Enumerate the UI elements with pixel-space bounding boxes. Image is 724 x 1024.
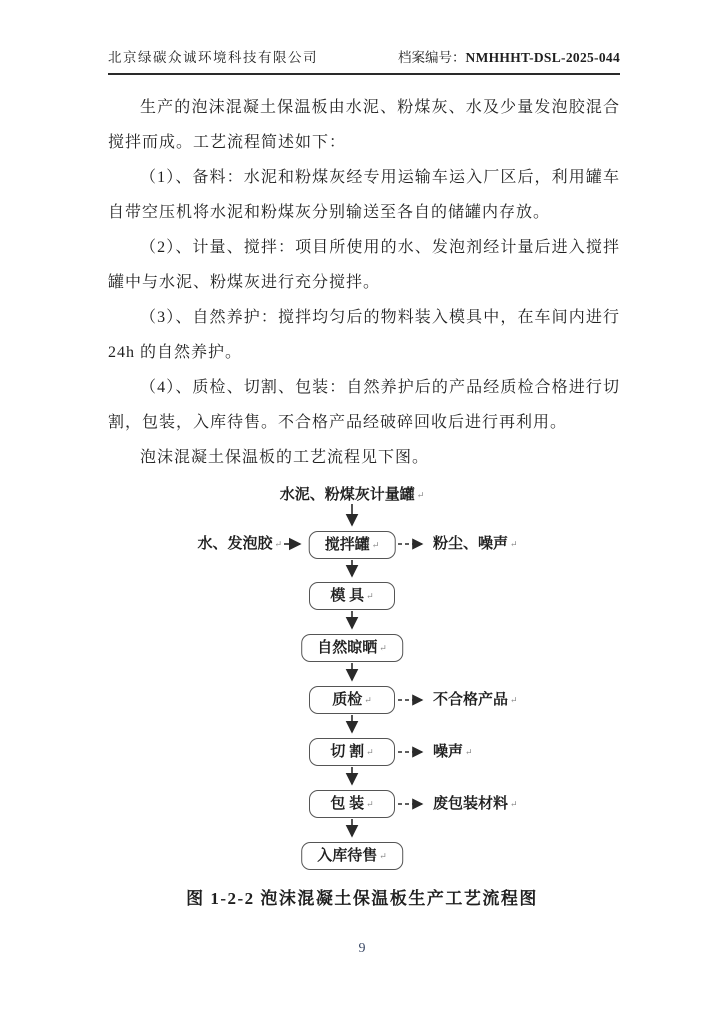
flow-node-mixing-tank [309,531,396,559]
flow-node-packaging [309,790,395,818]
flow-output-text: 粉尘、噪声 [433,536,509,552]
flow-output-rejects [433,689,518,711]
flow-input-text: 水、发泡胶 [197,536,273,552]
flow-output-text: 废包装材料 [433,796,509,812]
process-flowchart [0,480,724,878]
figure-caption: 图 1-2-2 泡沫混凝土保温板生产工艺流程图 [186,889,538,908]
flow-node-cutting [309,738,395,766]
page-header [108,46,620,75]
flow-node-storage [301,842,403,870]
flow-input-water-foam [197,533,282,555]
return-mark: ↵ [364,695,372,705]
flow-node-label: 自然晾晒 [317,640,378,656]
flow-node-label: 入库待售 [317,848,378,864]
return-mark: ↵ [416,490,425,500]
paragraph-step1: （1）、备料：水泥和粉煤灰经专用运输车运入厂区后，利用罐车自带空压机将水泥和粉煤灰分别输送至各自的储罐内存放。 [108,169,620,221]
flow-label-text: 水泥、粉煤灰计量罐 [279,487,415,503]
return-mark: ↵ [510,695,518,705]
flow-node-label: 搅拌罐 [324,537,370,553]
archive-label: 档案编号： [398,50,466,65]
page-number: 9 [358,941,366,956]
body-text [108,90,620,475]
flow-node-quality-inspection [309,686,395,714]
paragraph-step2: （2）、计量、搅拌：项目所使用的水、发泡剂经计量后进入搅拌罐中与水泥、粉煤灰进行充分搅拌。 [108,239,620,291]
flow-node-label: 模 具 [330,588,365,604]
archive-number [398,46,620,66]
flow-output-dust-noise [433,533,518,555]
return-mark: ↵ [274,539,282,549]
flow-node-label: 包 装 [330,796,365,812]
flow-node-natural-drying [301,634,403,662]
flow-output-packaging-waste [433,793,518,815]
return-mark: ↵ [366,799,374,809]
return-mark: ↵ [371,540,380,550]
archive-code: NMHHHT-DSL-2025-044 [465,50,620,65]
paragraph-step3: （3）、自然养护：搅拌均匀后的物料装入模具中，在车间内进行 24h 的自然养护。 [108,309,620,361]
paragraph-step4: （4）、质检、切割、包装：自然养护后的产品经质检合格进行切割，包装，入库待售。不合格产品经破碎回收后进行再利用。 [108,379,620,431]
flow-label-metering-tank [280,484,425,506]
return-mark: ↵ [366,591,374,601]
return-mark: ↵ [366,747,374,757]
paragraph-flow-ref: 泡沫混凝土保温板的工艺流程见下图。 [140,449,430,466]
flow-output-text: 噪声 [433,744,464,760]
paragraph-intro: 生产的泡沫混凝土保温板由水泥、粉煤灰、水及少量发泡胶混合搅拌而成。工艺流程简述如下： [108,99,620,151]
return-mark: ↵ [379,643,387,653]
flow-output-text: 不合格产品 [433,692,509,708]
return-mark: ↵ [510,799,518,809]
return-mark: ↵ [465,747,473,757]
company-name: 北京绿碳众诚环境科技有限公司 [108,50,318,65]
flow-output-noise [433,741,473,763]
flow-node-label: 质检 [332,692,363,708]
return-mark: ↵ [379,851,387,861]
flow-node-label: 切 割 [330,744,365,760]
flow-node-mold [309,582,395,610]
return-mark: ↵ [510,539,518,549]
